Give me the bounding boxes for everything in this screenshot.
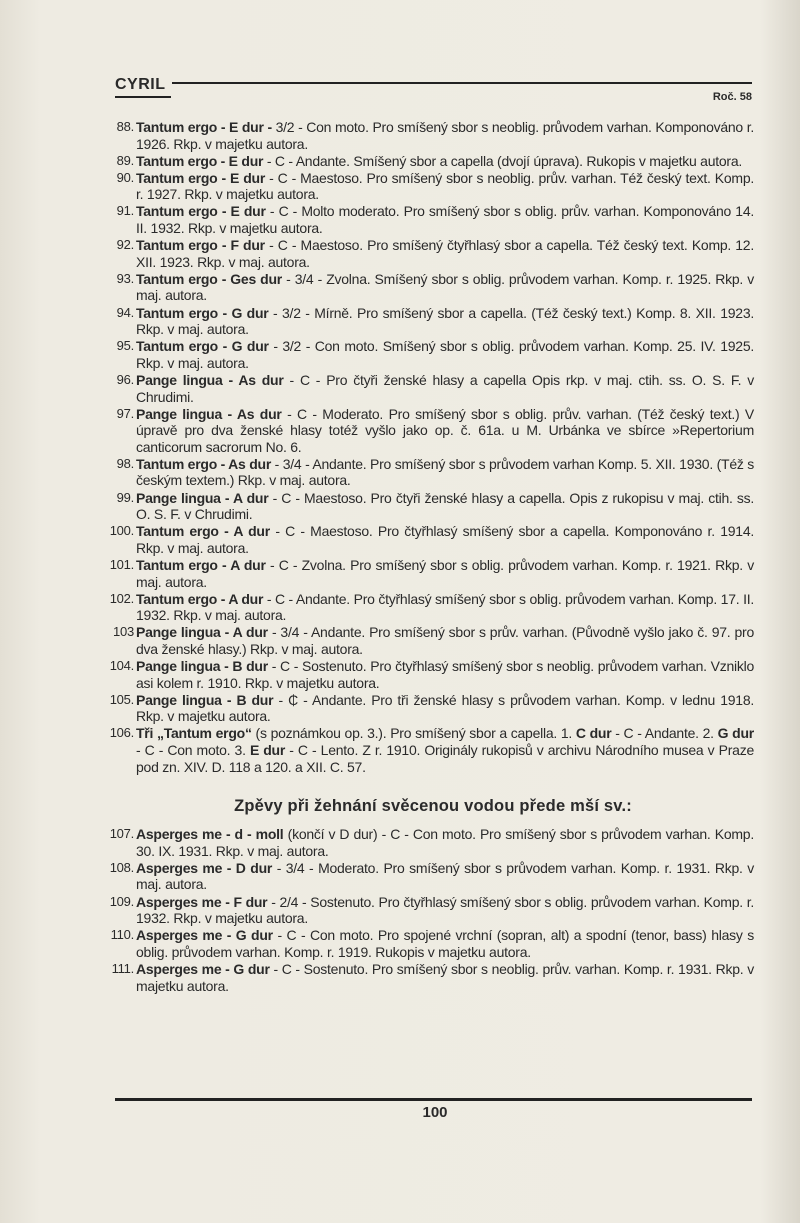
entry-description: - 3/4 - Andante. Pro smíšený sbor s prův. varhan. (Původně vyšlo jako č. 97. pro dva ženské hlasy.) Rkp. v maj. autora. xyxy=(136,624,755,657)
entry-title: Tantum ergo - F dur xyxy=(136,237,265,254)
entry-number: 102. xyxy=(109,590,134,606)
entry-title: Pange lingua - A dur xyxy=(136,624,268,641)
entry-title: Tantum ergo - G dur xyxy=(136,304,269,321)
entry-number: 111. xyxy=(111,960,134,976)
list-item xyxy=(112,624,754,657)
entry-title: Tantum ergo - A dur xyxy=(136,556,266,573)
entry-description: - C - Andante. 2. xyxy=(611,725,718,742)
entry-number: 94. xyxy=(116,304,134,320)
entry-description: (s poznámkou op. 3.). Pro smíšený sbor a capella. 1. xyxy=(251,725,576,742)
entry-description: - C - Maestoso. Pro čtyři ženské hlasy a capella. Opis z rukopisu v maj. ctih. ss. O. S. F. v Chrudimi. xyxy=(136,489,754,523)
entry-description: - C - Lento. Z r. 1910. Originály rukopisů v archivu Národního musea v Praze pod zn. XIV. D. 118 a 120. a XII. C. 57. xyxy=(136,741,754,775)
entry-title: Tři „Tantum ergo“ xyxy=(136,725,252,742)
entry-title: Asperges me - F dur xyxy=(136,893,268,910)
entry-title: Pange lingua - B dur xyxy=(136,658,268,674)
entry-description: - C - Andante. Pro čtyřhlasý smíšený sbor s oblig. průvodem varhan. Komp. 17. II. 1932. Rkp. v maj. autora. xyxy=(136,590,754,624)
entry-title: E dur xyxy=(249,741,286,758)
list-item xyxy=(109,556,754,590)
entry-title: G dur xyxy=(717,725,754,742)
journal-title: CYRIL xyxy=(115,76,166,93)
list-item xyxy=(109,859,754,893)
entry-description: - C - Pro čtyři ženské hlasy a capella Opis rkp. v maj. ctih. ss. O. S. F. v Chrudimi. xyxy=(136,371,754,405)
entry-number: 103 xyxy=(113,624,134,640)
list-item xyxy=(112,338,754,371)
list-item xyxy=(112,203,754,236)
entry-title: Asperges me - G dur xyxy=(136,927,273,944)
entry-number: 93. xyxy=(116,270,134,286)
list-item xyxy=(112,305,754,338)
entry-number: 88. xyxy=(116,119,134,134)
entry-description: - C - Con moto. 3. xyxy=(136,741,250,758)
list-item xyxy=(112,153,754,170)
entry-title: Tantum ergo - E dur - xyxy=(136,119,272,135)
entry-description: - C - Molto moderato. Pro smíšený sbor s oblig. prův. varhan. Komponováno 14. II. 1932. Rkp. v majetku autora. xyxy=(136,203,754,237)
entry-description: - C - Maestoso. Pro smíšený sbor s neoblig. prův. varhan. Též český text. Komp. r. 1927. Rkp. v majetku autora. xyxy=(136,169,755,203)
entry-title: C dur xyxy=(575,725,612,742)
entry-number: 110. xyxy=(110,927,134,943)
entry-number: 96. xyxy=(116,371,134,387)
entry-title: Tantum ergo - As dur xyxy=(136,455,272,472)
entry-description: 3/2 - Con moto. Pro smíšený sbor s neoblig. průvodem varhan. Komponováno r. 1926. Rkp. v majetku autora. xyxy=(136,119,754,152)
title-underline xyxy=(115,96,171,98)
entry-number: 90. xyxy=(116,169,134,185)
entry-description: - C - Sostenuto. Pro smíšený sbor s neoblig. prův. varhan. Komp. r. 1931. Rkp. v majetku autora. xyxy=(136,960,754,994)
list-item xyxy=(112,237,754,270)
entry-number: 91. xyxy=(116,203,134,219)
entry-number: 97. xyxy=(116,405,134,421)
entry-number: 101. xyxy=(109,556,134,572)
list-item xyxy=(109,725,754,775)
entry-title: Tantum ergo - G dur xyxy=(136,338,269,355)
list-item xyxy=(109,893,754,927)
entry-description: - C - Con moto. Pro spojené vrchní (sopran, alt) a spodní (tenor, bass) hlasy s oblig. průvodem varhan. Komp. r. 1919. Rukopis v majetku autora. xyxy=(136,927,754,960)
entry-list-asperges xyxy=(109,826,754,994)
entry-number: 109. xyxy=(109,893,134,909)
page-number: 100 xyxy=(422,1104,448,1121)
header-rule xyxy=(172,82,752,84)
entry-number: 107. xyxy=(109,826,134,842)
entry-title: Tantum ergo - E dur xyxy=(136,169,266,186)
footer-rule xyxy=(115,1098,752,1101)
list-item xyxy=(109,590,754,624)
entry-title: Pange lingua - As dur xyxy=(136,405,282,422)
entry-title: Asperges me - G dur xyxy=(136,960,270,977)
list-item xyxy=(109,523,754,556)
entry-number: 104. xyxy=(109,658,134,673)
list-item xyxy=(112,406,754,456)
list-item xyxy=(112,271,754,304)
list-item xyxy=(112,961,754,994)
entry-description: - 3/4 - Zvolna. Smíšený sbor s oblig. průvodem varhan. Komp. r. 1925. Rkp. v maj. autora. xyxy=(136,270,754,304)
entry-description: - 3/2 - Con moto. Smíšený sbor s oblig. průvodem varhan. Komp. 25. IV. 1925. Rkp. v maj. autora. xyxy=(136,338,755,371)
list-item xyxy=(112,490,754,523)
list-item xyxy=(109,826,754,859)
entry-description: - C - Moderato. Pro smíšený sbor s oblig. prův. varhan. (Též český text.) V úpravě pro dva ženské hlasy totéž vyšlo jako op. č. 61a. u M. Urbánka ve sbírce »Repertorium canticorum sacrorum No. 6. xyxy=(136,405,754,455)
entry-description: - C - Maestoso. Pro smíšený čtyřhlasý sbor a capella. Též český text. Komp. 12. XII. 1923. Rkp. v maj. autora. xyxy=(136,237,754,270)
entry-description: - C - Andante. Smíšený sbor a capella (dvojí úprava). Rukopis v majetku autora. xyxy=(263,152,743,169)
entry-title: Tantum ergo - Ges dur xyxy=(136,270,282,287)
entry-title: Pange lingua - B dur xyxy=(136,691,274,708)
entry-title: Asperges me - d - moll xyxy=(136,826,284,843)
entry-number: 98. xyxy=(116,455,134,471)
entry-number: 99. xyxy=(116,489,134,505)
entry-number: 95. xyxy=(116,338,134,354)
entry-description: - 3/2 - Mírně. Pro smíšený sbor a capella. (Též český text.) Komp. 8. XII. 1923. Rkp. v maj. autora. xyxy=(136,304,754,338)
list-item xyxy=(109,658,754,691)
volume-label: Roč. 58 xyxy=(712,91,752,103)
entry-title: Tantum ergo - E dur xyxy=(136,203,266,220)
entry-description: - 3/4 - Andante. Pro smíšený sbor s průvodem varhan Komp. 5. XII. 1930. (Též s českým textem.) Rkp. v maj. autora. xyxy=(136,455,754,489)
list-item xyxy=(112,119,754,152)
list-item xyxy=(112,372,754,405)
content-column xyxy=(109,119,755,995)
list-item xyxy=(112,170,754,203)
entry-title: Pange lingua - As dur xyxy=(136,371,284,388)
entry-list-tantum-ergo xyxy=(109,119,755,775)
entry-title: Tantum ergo - E dur xyxy=(136,152,264,169)
entry-title: Pange lingua - A dur xyxy=(136,489,269,506)
entry-number: 108. xyxy=(109,859,134,875)
entry-description: - C - Maestoso. Pro čtyřhlasý smíšený sbor a capella. Komponováno r. 1914. Rkp. v maj. autora. xyxy=(136,523,754,556)
entry-number: 105. xyxy=(109,691,134,707)
list-item xyxy=(112,927,754,960)
entry-description: - ₵ - Andante. Pro tři ženské hlasy s průvodem varhan. Komp. v lednu 1918. Rkp. v majetku autora. xyxy=(136,691,754,725)
entry-description: - C - Zvolna. Pro smíšený sbor s oblig. průvodem varhan. Komp. r. 1921. Rkp. v maj. autora. xyxy=(136,556,754,590)
entry-title: Asperges me - D dur xyxy=(136,859,273,876)
entry-description: - 2/4 - Sostenuto. Pro čtyřhlasý smíšený sbor s oblig. průvodem varhan. Komp. r. 1932. Rkp. v majetku autora. xyxy=(136,893,754,927)
section-heading: Zpěvy při žehnání svěcenou vodou přede mší sv.: xyxy=(234,797,632,816)
entry-number: 92. xyxy=(116,237,134,253)
list-item xyxy=(109,691,754,725)
entry-title: Tantum ergo - A dur xyxy=(136,523,270,540)
entry-number: 100. xyxy=(109,523,134,539)
entry-description: - 3/4 - Moderato. Pro smíšený sbor s průvodem varhan. Komp. r. 1931. Rkp. v maj. autora. xyxy=(136,859,754,893)
list-item xyxy=(112,456,754,489)
entry-title: Tantum ergo - A dur xyxy=(136,590,264,607)
entry-description: (končí v D dur) - C - Con moto. Pro smíšený sbor s průvodem varhan. Komp. 30. IX. 1931. Rkp. v maj. autora. xyxy=(136,826,754,859)
entry-description: - C - Sostenuto. Pro čtyřhlasý smíšený sbor s neoblig. průvodem varhan. Vzniklo asi kolem r. 1910. Rkp. v majetku autora. xyxy=(136,658,754,691)
entry-number: 106. xyxy=(109,725,134,741)
entry-number: 89. xyxy=(116,152,134,168)
